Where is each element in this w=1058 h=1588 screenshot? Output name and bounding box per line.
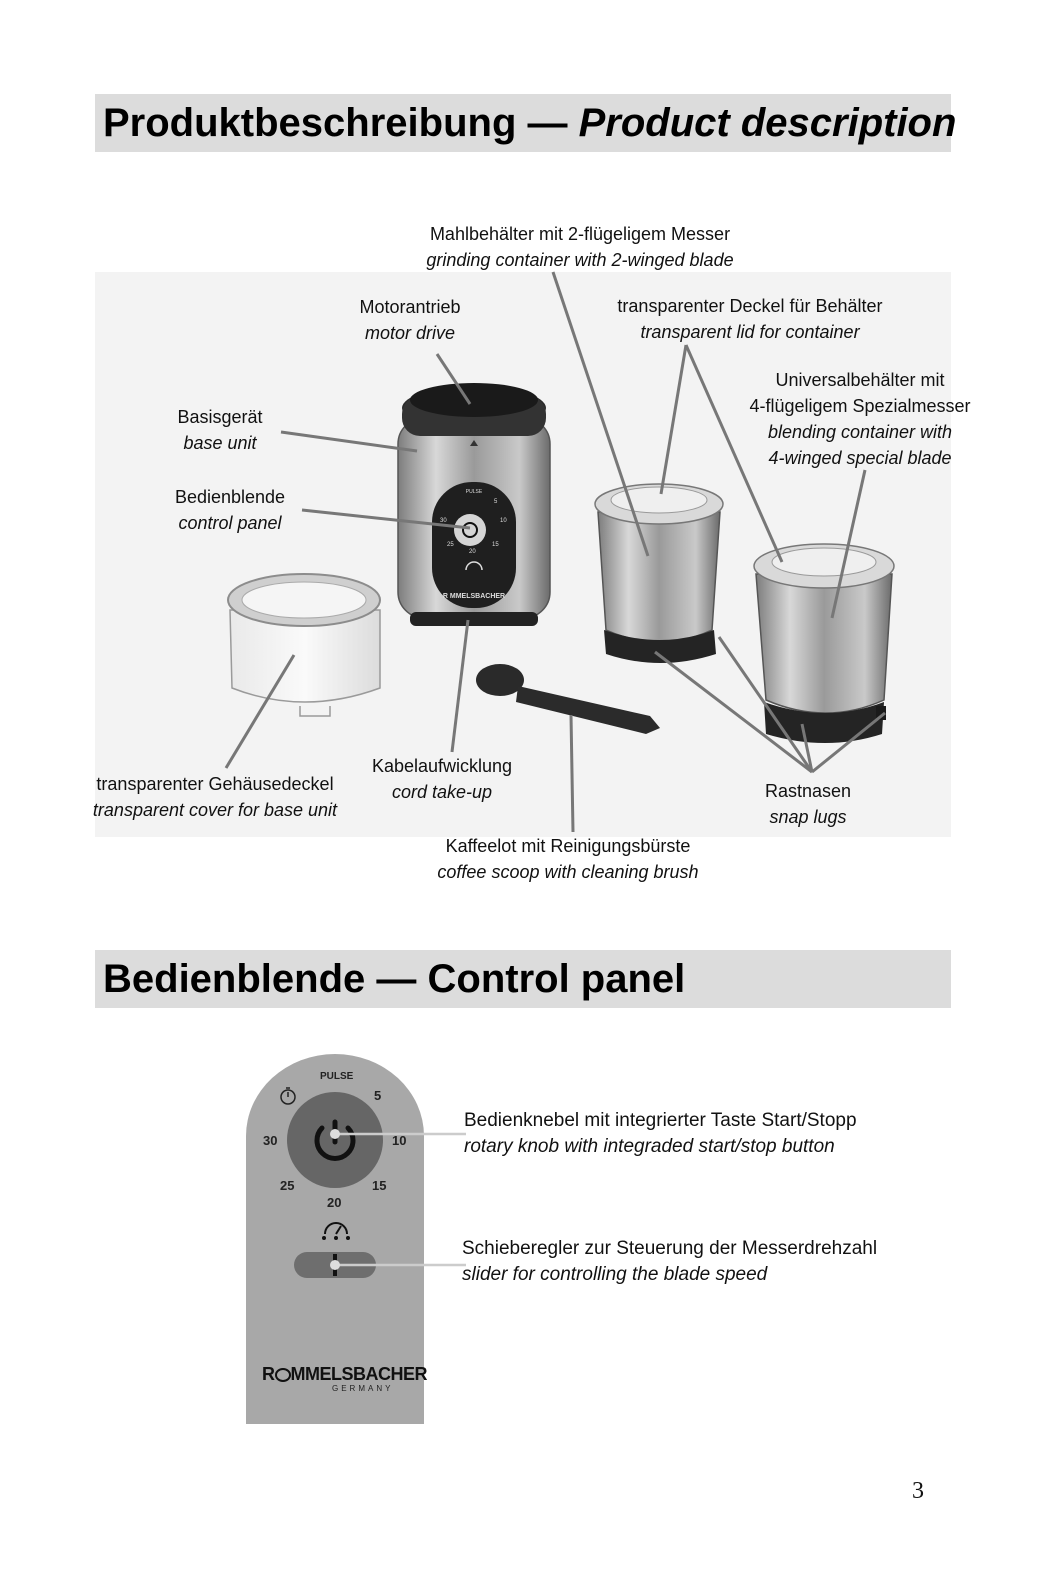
svg-text:25: 25 <box>447 542 454 548</box>
dial-15: 15 <box>372 1178 387 1193</box>
label-speed-slider <box>462 1236 877 1288</box>
label-de: Rastnasen <box>764 781 852 801</box>
brand-logo-icon <box>275 1368 291 1382</box>
label-en: control panel <box>178 513 282 533</box>
dial-10: 10 <box>392 1133 407 1148</box>
label-de: Universalbehälter mit <box>775 370 945 390</box>
dial-5: 5 <box>374 1088 382 1103</box>
label-en: motor drive <box>364 323 456 343</box>
label-de: 4-flügeligem Spezialmesser <box>749 396 971 416</box>
brand-sub: GERMANY <box>332 1384 394 1393</box>
label-de: Kaffeelot mit Reinigungsbürste <box>445 836 691 856</box>
pulse-label: PULSE <box>320 1071 354 1082</box>
label-en: snap lugs <box>769 807 847 827</box>
label-de: Basisgerät <box>177 407 263 427</box>
brand-logo: R MMELSBACHER <box>262 1364 427 1384</box>
svg-text:5: 5 <box>494 499 498 505</box>
label-de: Schieberegler zur Steuerung der Messerdrehzahl <box>462 1238 878 1259</box>
svg-text:20: 20 <box>469 549 476 555</box>
label-de: Mahlbehälter mit 2-flügeligem Messer <box>429 224 731 244</box>
product-brand: R MMELSBACHER <box>442 593 506 600</box>
page-number: 3 <box>912 1478 924 1504</box>
label-de: transparenter Gehäusedeckel <box>96 774 334 794</box>
dial-25: 25 <box>280 1178 295 1193</box>
title-en: Product description <box>578 101 957 145</box>
label-en: coffee scoop with cleaning brush <box>437 862 699 882</box>
dial-20: 20 <box>327 1195 342 1210</box>
label-de: Kabelaufwicklung <box>371 756 513 776</box>
label-de: Bedienblende <box>174 487 286 507</box>
dial-30: 30 <box>263 1133 278 1148</box>
section-title-control-panel: Bedienblende — Control panel <box>95 950 951 1008</box>
label-rotary-knob <box>464 1108 857 1160</box>
label-en: transparent lid for container <box>640 322 860 342</box>
svg-text:10: 10 <box>500 518 507 524</box>
label-en: 4-winged special blade <box>768 448 952 468</box>
label-en: blending container with <box>767 422 953 442</box>
label-de: transparenter Deckel für Behälter <box>617 296 883 316</box>
svg-text:30: 30 <box>440 518 447 524</box>
product-pulse: PULSE <box>465 489 483 495</box>
label-de: Motorantrieb <box>359 297 461 317</box>
svg-text:15: 15 <box>492 542 499 548</box>
title-de: Produktbeschreibung — <box>103 101 579 145</box>
label-de: Bedienknebel mit integrierter Taste Start/Stopp <box>464 1110 857 1131</box>
label-en: grinding container with 2-winged blade <box>426 250 734 270</box>
label-en: slider for controlling the blade speed <box>462 1264 768 1285</box>
label-en: transparent cover for base unit <box>92 800 338 820</box>
label-en: cord take-up <box>391 782 493 802</box>
label-en: base unit <box>183 433 257 453</box>
label-en: rotary knob with integraded start/stop button <box>464 1136 835 1157</box>
